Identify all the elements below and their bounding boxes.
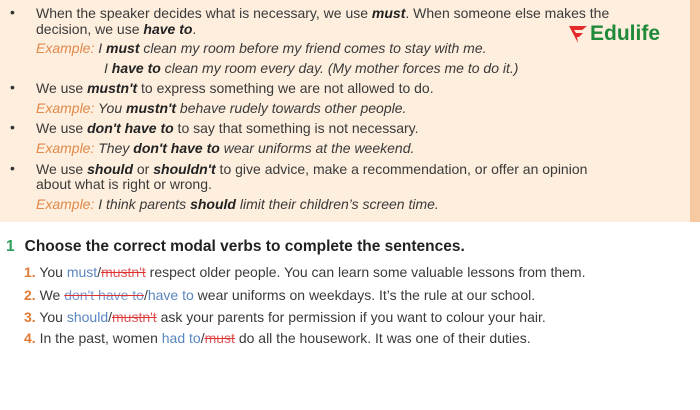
logo-icon [568,24,588,44]
rule-dont-have-to: We use don't have to to say that something is not necessary. [36,120,419,136]
bullet: • [10,4,15,20]
bullet: • [10,119,15,135]
box-stripe [690,0,700,222]
rule-should-line2: about what is right or wrong. [36,176,212,192]
exercise-item: 2. We don't have to/have to wear uniforms on weekdays. It’s the rule at our school. [24,287,536,303]
rule-mustnt: We use mustn't to express something we are not allowed to do. [36,80,434,96]
rule-must: When the speaker decides what is necessary, we use must. When someone else makes the [36,5,610,21]
rule-should: We use should or shouldn't to give advice, make a recommendation, or offer an opinion [36,161,588,177]
rule-must-line2: decision, we use have to. [36,21,197,37]
exercise-item: 3. You should/mustn't ask your parents for permission if you want to colour your hair. [24,309,546,325]
exercise-item: 4. In the past, women had to/must do all the housework. It was one of their duties. [24,330,531,346]
exercise-heading: 1 Choose the correct modal verbs to complete the sentences. [6,238,465,255]
example-mustnt: Example: You mustn't behave rudely towards other people. [36,100,407,116]
example-dont-have-to: Example: They don't have to wear uniforms at the weekend. [36,140,415,156]
edulife-logo [568,22,660,46]
bullet: • [10,79,15,95]
example-should: Example: I think parents should limit their children’s screen time. [36,196,439,212]
bullet: • [10,160,15,176]
logo-text: Edulife [590,22,661,45]
example-have-to: I have to clean my room every day. (My mother forces me to do it.) [104,60,519,76]
example-must: Example: I must clean my room before my friend comes to stay with me. [36,40,487,56]
exercise-item: 1. You must/mustn't respect older people. You can learn some valuable lessons from them. [24,264,586,280]
